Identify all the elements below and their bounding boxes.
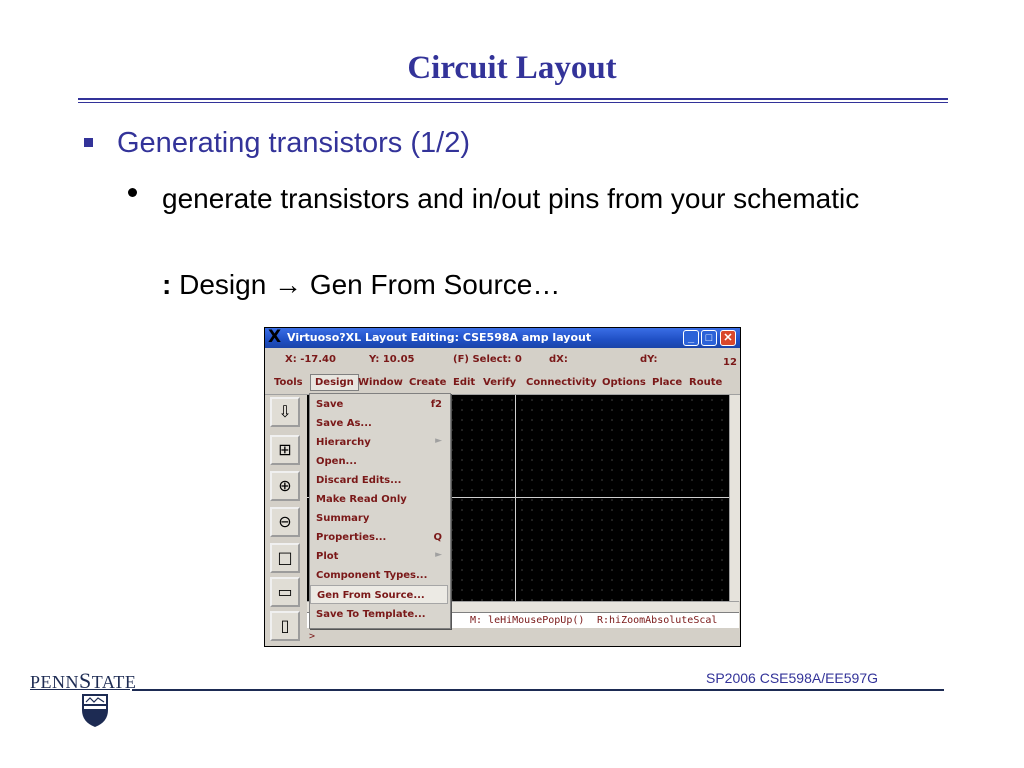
zoom-out-icon[interactable]: ⊖ [270,507,300,537]
submenu-arrow-icon: ► [435,436,442,446]
prompt-symbol: > [309,631,316,642]
menu-item-make-read-only[interactable]: Make Read Only [316,494,407,505]
colon-prefix: : [162,269,172,300]
select-count: (F) Select: 0 [453,354,522,365]
menu-window[interactable]: Window [358,377,403,388]
zoom-in-icon[interactable]: ⊕ [270,471,300,501]
menu-path: Design → Gen From Source… [171,269,561,300]
design-menu-dropdown [309,393,451,629]
mouse-right-binding: R:hiZoomAbsoluteScal [597,615,718,626]
menu-item-properties[interactable]: Properties... Q [316,532,442,543]
stretch-icon[interactable]: ▭ [270,577,300,607]
vertical-scrollbar[interactable] [729,395,740,601]
status-number: 12 [723,357,737,368]
menu-verify[interactable]: Verify [483,377,517,388]
menu-options[interactable]: Options [602,377,646,388]
x-coordinate: X: -17.40 [285,354,336,365]
logo-underline [30,689,130,690]
bullet-level2: generate transistors and in/out pins from your schematic [162,183,860,214]
menu-item-gen-from-source[interactable]: Gen From Source... [310,585,448,604]
menu-tools[interactable]: Tools [274,377,303,388]
maximize-button[interactable]: □ [701,330,717,346]
menu-place[interactable]: Place [652,377,683,388]
menu-design[interactable]: Design [310,374,359,391]
submenu-arrow-icon: ► [435,550,442,560]
minimize-button[interactable]: _ [683,330,699,346]
course-label: SP2006 CSE598A/EE597G [706,670,879,686]
menu-item-plot[interactable]: Plot ► [316,550,442,562]
select-box-icon[interactable]: □ [270,543,300,573]
menu-item-hierarchy[interactable]: Hierarchy ► [316,436,442,448]
dx-readout: dX: [549,354,568,365]
pennstate-logo: PENNSTATE [30,668,137,693]
menu-item-component-types[interactable]: Component Types... [316,570,428,581]
footer-divider [132,689,944,691]
bullet-level1: Generating transistors (1/2) [117,127,470,159]
mouse-middle-binding: M: leHiMousePopUp() [470,615,585,626]
canvas-y-axis [515,395,516,601]
copy-icon[interactable]: ▯ [270,611,300,641]
square-bullet-icon [84,138,93,147]
menu-item-save-to-template[interactable]: Save To Template... [316,609,426,620]
menu-connectivity[interactable]: Connectivity [526,377,597,388]
window-title: Virtuoso?XL Layout Editing: CSE598A amp layout [287,331,592,344]
menu-route[interactable]: Route [689,377,723,388]
save-icon[interactable]: ⇩ [270,397,300,427]
menu-create[interactable]: Create [409,377,447,388]
pennstate-shield-icon [80,692,110,728]
menu-edit[interactable]: Edit [453,377,476,388]
close-button[interactable]: ✕ [720,330,736,346]
dy-readout: dY: [640,354,658,365]
coordinate-statusbar [265,348,740,372]
zoom-fit-icon[interactable]: ⊞ [270,435,300,465]
menu-path-text [162,269,560,301]
menu-item-save[interactable]: Save f2 [316,399,442,410]
menubar [265,372,740,395]
menu-item-open[interactable]: Open... [316,456,357,467]
title-divider [78,98,948,103]
y-coordinate: Y: 10.05 [369,354,415,365]
command-prompt[interactable] [307,628,739,646]
menu-item-save-as[interactable]: Save As... [316,418,372,429]
window-titlebar[interactable] [265,328,740,348]
x-logo-icon: X [268,327,282,347]
left-toolbar [267,395,305,645]
dot-bullet-icon [128,188,137,197]
menu-item-summary[interactable]: Summary [316,513,370,524]
menu-item-discard-edits[interactable]: Discard Edits... [316,475,402,486]
slide-title: Circuit Layout [407,50,617,86]
virtuoso-window [264,327,741,647]
